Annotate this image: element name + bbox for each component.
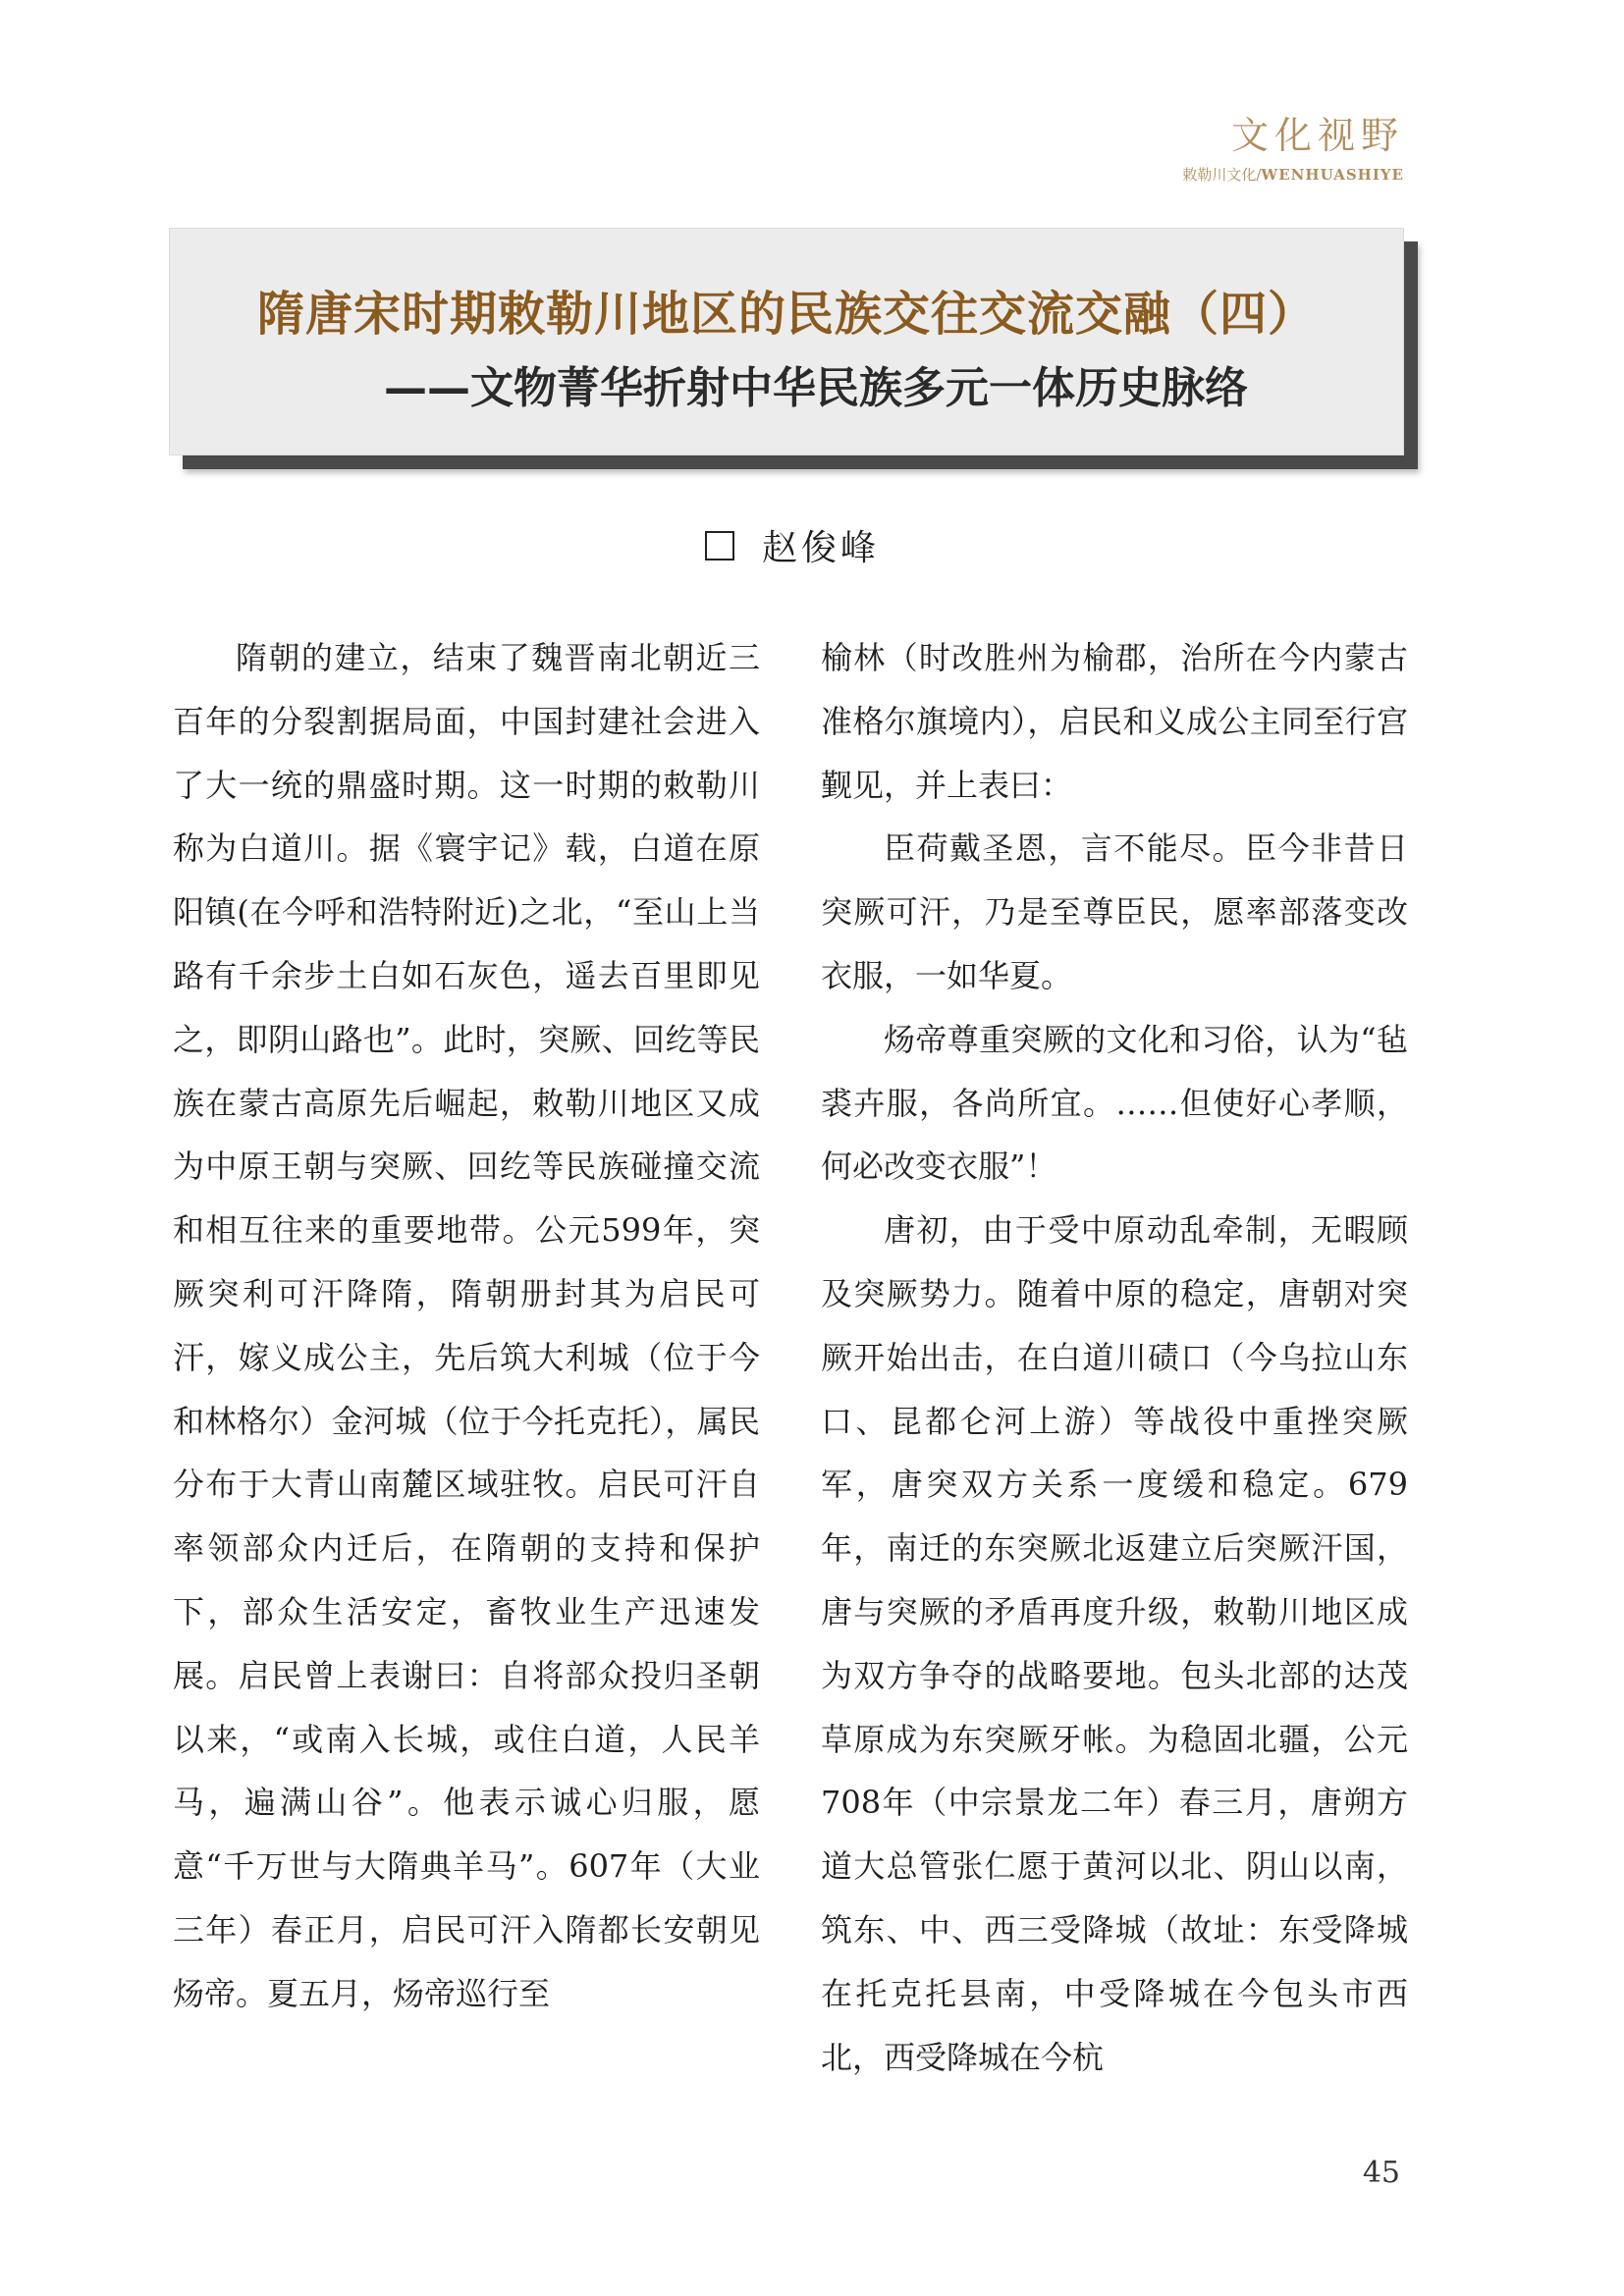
- section-subtitle: [1182, 163, 1404, 187]
- author-name: 赵俊峰: [762, 528, 881, 568]
- article-title: 隋唐宋时期敕勒川地区的民族交往交流交融（四）: [256, 287, 1316, 342]
- paragraph: 臣荷戴圣恩，言不能尽。臣今非昔日突厥可汗，乃是至尊臣民，愿率部落变改衣服，一如华夏。: [821, 829, 1408, 994]
- section-title: 文化视野: [1230, 114, 1404, 157]
- body-column-right: [821, 626, 1408, 2089]
- paragraph: 炀帝尊重突厥的文化和习俗，认为“毡裘卉服，各尚所宜。……但使好心孝顺，何必改变衣服”！: [821, 1020, 1408, 1186]
- paragraph: 隋朝的建立，结束了魏晋南北朝近三百年的分裂割据局面，中国封建社会进入了大一统的鼎盛时期。这一时期的敕勒川称为白道川。据《寰宇记》载，白道在原阳镇(在今呼和浩特附近)之北，“至山上当路有千余步土白如石灰色，遥去百里即见之，即阴山路也”。此时，突厥、回纥等民族在蒙古高原先后崛起，敕勒川地区又成为中原王朝与突厥、回纥等民族碰撞交流和相互往来的重要地带。公元599年，突厥突利可汗降隋，隋朝册封其为启民可汗，嫁义成公主，先后筑大利城（位于今和林格尔）金河城（位于今托克托），属民分布于大青山南麓区域驻牧。启民可汗自率领部众内迁后，在隋朝的支持和保护下，部众生活安定，畜牧业生产迅速发展。启民曾上表谢曰：自将部众投归圣朝以来，“或南入长城，或住白道，人民羊马，遍满山谷”。他表示诚心归服，愿意“千万世与大隋典羊马”。607年（大业三年）春正月，启民可汗入隋都长安朝见炀帝。夏五月，炀帝巡行至: [173, 639, 760, 2012]
- article-title-box: [169, 228, 1404, 455]
- author-box-icon: [705, 531, 734, 561]
- body-column-left: [173, 626, 760, 2026]
- page-number: 45: [1362, 2156, 1400, 2190]
- paragraph: 榆林（时改胜州为榆郡，治所在今内蒙古准格尔旗境内），启民和义成公主同至行宫觐见，并上表曰：: [821, 639, 1408, 804]
- section-header: [1182, 110, 1404, 187]
- paragraph: 唐初，由于受中原动乱牵制，无暇顾及突厥势力。随着中原的稳定，唐朝对突厥开始出击，在白道川碛口（今乌拉山东口、昆都仑河上游）等战役中重挫突厥军，唐突双方关系一度缓和稳定。679年，南迁的东突厥北返建立后突厥汗国，唐与突厥的矛盾再度升级，敕勒川地区成为双方争夺的战略要地。包头北部的达茂草原成为东突厥牙帐。为稳固北疆，公元708年（中宗景龙二年）春三月，唐朔方道大总管张仁愿于黄河以北、阴山以南，筑东、中、西三受降城（故址：东受降城在托克托县南，中受降城在今包头市西北，西受降城在今杭: [821, 1211, 1408, 2076]
- section-subtitle-en: WENHUASHIYE: [1261, 166, 1404, 184]
- section-subtitle-cn: 敕勒川文化/: [1182, 166, 1262, 184]
- author-line: [705, 520, 880, 570]
- article-subtitle: ——文物菁华折射中华民族多元一体历史脉络: [384, 363, 1248, 413]
